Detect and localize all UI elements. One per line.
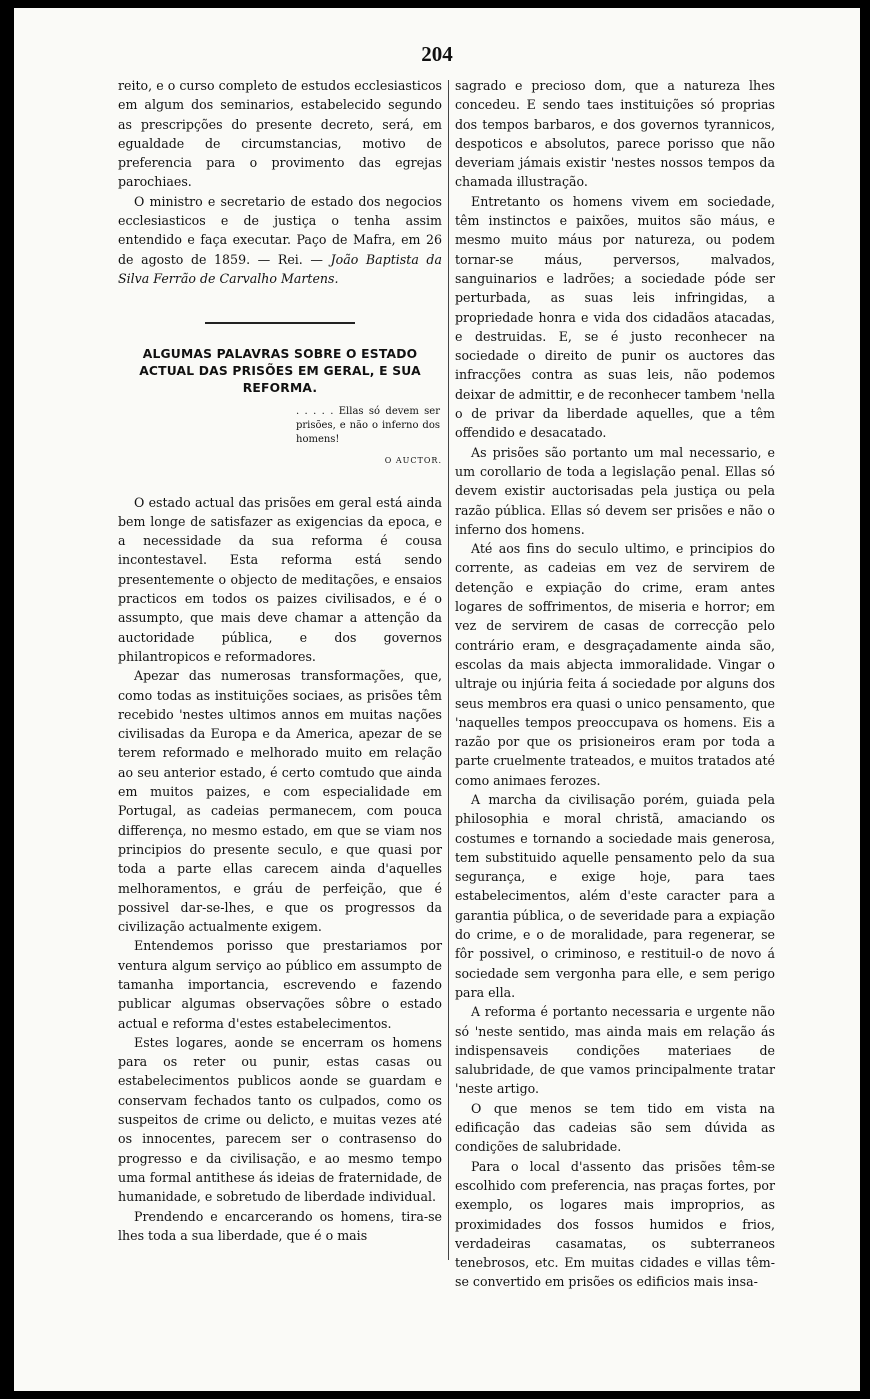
paragraph: Estes logares, aonde se encerram os homens para os reter ou punir, estas casas ou estabelecimentos publicos aonde se guardam e conservam fechados tanto os culpados, como os suspeitos de crime ou delicto, e muitas vezes até os innocentes, parecem ser o contrasenso do progresso e da civilisação, e ao mesmo tempo uma formal antithese ás ideias de fraternidade, de humanidade, e sobretudo de liberdade individual. xyxy=(118,1034,442,1205)
article-heading: ALGUMAS PALAVRAS SOBRE O ESTADO ACTUAL DAS PRISÕES EM GERAL, E SUA REFORMA. xyxy=(139,347,421,396)
paragraph: Para o local d'assento das prisões têm-se escolhido com preferencia, nas praças fortes, por exemplo, os logares mais improprios, as proximidades dos fossos humidos e frios, verdadeiras casamatas, os subterraneos tenebrosos, etc. Em muitas cidades e villas têm-se convertido em prisões os edificios mais insa- xyxy=(455,1158,775,1290)
decree-signature: João Baptista da Silva Ferrão de Carvalho Martens. xyxy=(118,251,442,286)
paragraph: Entendemos porisso que prestariamos por ventura algum serviço ao público em assumpto de tamanha importancia, escrevendo e fazendo publicar algumas observações sôbre o estado actual e reforma d'estes estabelecimentos. xyxy=(118,938,442,1031)
epigraph: . . . . . Ellas só devem ser prisões, e não o inferno dos homens! xyxy=(296,406,440,446)
paragraph: Prendendo e encarcerando os homens, tira-se lhes toda a sua liberdade, que é o mais xyxy=(118,1208,442,1243)
paragraph: Apezar das numerosas transformações, que, como todas as instituições sociaes, as prisões têm recebido 'nestes ultimos annos em muitas nações civilisadas da Europa e da America, apezar de se terem reformado e melhorado muito em relação ao seu anterior estado, é certo comtudo que ainda em muitos paizes, e com especialidade em Portugal, as cadeias permanecem, com pouca differença, no mesmo estado, em que se viam nos principios do presente seculo, e que quasi por toda a parte ellas carecem ainda d'aquelles melhoramentos, e gráu de perfeição, que é possivel dar-se-lhes, e que os progressos da civilização actualmente exigem. xyxy=(118,668,442,935)
paragraph: O estado actual das prisões em geral está ainda bem longe de satisfazer as exigencias da epoca, e a necessidade da sua reforma é cousa incontestavel. Esta reforma está sendo presentemente o objecto de meditações, e ensaios practicos em todos os paizes civilisados, e é o assumpto, que mais deve chamar a attenção da auctoridade pública, e dos governos philantropicos e reformadores. xyxy=(118,494,442,664)
paragraph: A marcha da civilisação porém, guiada pela philosophia e moral christã, amaciando os costumes e tornando a sociedade mais generosa, tem substituido aquelle pensamento pelo da sua segurança, e exige hoje, para taes estabelecimentos, além d'este caracter para a garantia pública, o de severidade para a expiação do crime, e o de moralidade, para regenerar, se fôr possivel, o criminoso, e restituil-o de novo á sociedade sem vergonha para elle, e sem perigo para ella. xyxy=(455,791,775,1000)
paragraph: sagrado e precioso dom, que a natureza lhes concedeu. E sendo taes instituições só proprias dos tempos barbaros, e dos governos tyrannicos, despoticos e absolutos, parece porisso que não deveriam jámais existir 'nestes nossos tempos da chamada illustração. xyxy=(455,78,775,190)
newspaper-page xyxy=(14,8,860,1391)
epigraph-author: O AUCTOR. xyxy=(384,456,442,466)
left-column xyxy=(118,76,442,1245)
paragraph: O que menos se tem tido em vista na edificação das cadeias são sem dúvida as condições de salubridade. xyxy=(455,1100,775,1155)
section-divider xyxy=(205,322,355,324)
decree-text: O ministro e secretario de estado dos negocios ecclesiasticos e de justiça o tenha assim entendido e faça executar. Paço de Mafra, em 26 de agosto de 1859. — Rei. — xyxy=(118,193,442,267)
decree-paragraph xyxy=(118,192,442,288)
column-divider xyxy=(448,80,449,1260)
paragraph: Até aos fins do seculo ultimo, e principios do corrente, as cadeias em vez de servirem de detenção e expiação do crime, eram antes logares de soffrimentos, de miseria e horror; em vez de servirem de casas de correcção pelo contrário eram, e desgraçadamente ainda são, escolas da mais abjecta immoralidade. Vingar o ultraje ou injúria feita á sociedade por alguns dos seus membros era quasi o unico pensamento, que 'naquelles tempos preoccupava os homens. Eis a razão por que os prisioneiros eram por toda a parte cruelmente trateados, e muitos tratados até como animaes ferozes. xyxy=(455,541,775,788)
page-number: 204 xyxy=(421,42,453,66)
right-column xyxy=(455,76,775,1292)
intro-paragraph: reito, e o curso completo de estudos ecclesiasticos em algum dos seminarios, estabelecido segundo as prescripções do presente decreto, será, em egualdade de circumstancias, motivo de preferencia para o provimento das egrejas parochiaes. xyxy=(118,78,442,190)
paragraph: As prisões são portanto um mal necessario, e um corollario de toda a legislação penal. Ellas só devem existir auctorisadas pela justiça ou pela razão pública. Ellas só devem ser prisões e não o inferno dos homens. xyxy=(455,444,775,537)
paragraph: Entretanto os homens vivem em sociedade, têm instinctos e paixões, muitos são máus, e mesmo muito máus por natureza, ou podem tornar-se máus, perversos, malvados, sanguinarios e ladrões; a sociedade póde ser perturbada, as suas leis infringidas, a propriedade honra e vida dos cidadãos atacadas, e destruidas. E, se é justo reconhecer na sociedade o direito de punir os auctores das infracções contra as suas leis, não podemos deixar de admittir, e de reconhecer tambem 'nella o de privar da liberdade aquelles, que a têm offendido e desacatado. xyxy=(455,193,775,441)
paragraph: A reforma é portanto necessaria e urgente não só 'neste sentido, mas ainda mais em relação ás indispensaveis condições materiaes de salubridade, de que vamos principalmente tratar 'neste artigo. xyxy=(455,1004,775,1097)
